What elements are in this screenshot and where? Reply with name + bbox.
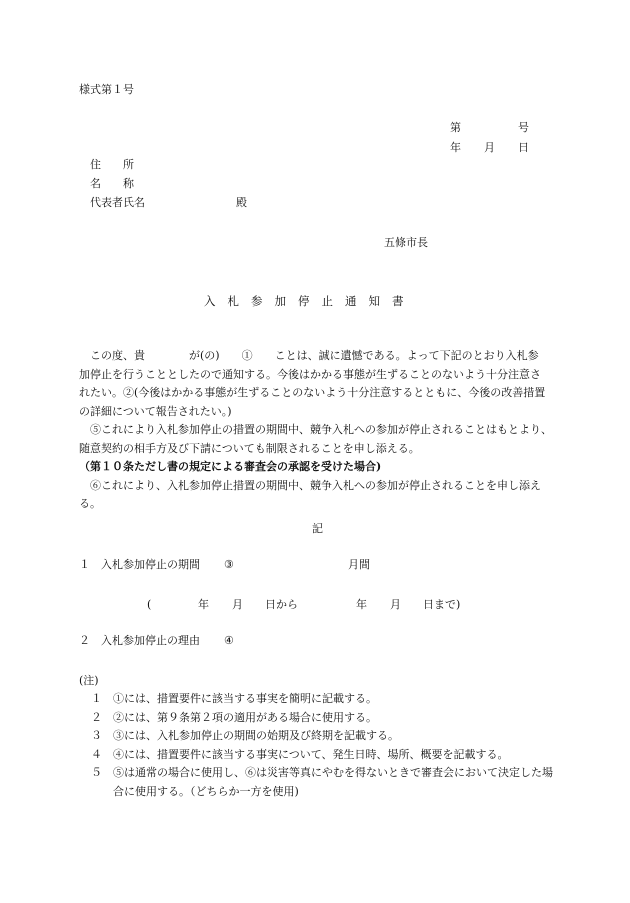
to-year: 年 — [356, 598, 367, 611]
item1-marker: ③ — [224, 558, 234, 571]
from-month: 月 — [232, 598, 243, 611]
notes-heading: (注) — [79, 674, 99, 687]
body-line: この度、貴 が(の) ① ことは、誠に遺憾である。よって下記のとおり入札参 — [90, 349, 539, 362]
note-item — [79, 727, 554, 746]
note-number: １ — [91, 692, 102, 705]
body-line: の詳細について報告されたい。) — [79, 404, 232, 418]
body-line: ⑥これにより、入札参加停止措置の期間中、競争入札への参加が停止されることを申し添え — [90, 478, 541, 492]
body-line: ⑤これにより入札参加停止の措置の期間中、競争入札への参加が停止されることはもとより、 — [90, 423, 552, 436]
note-number: ４ — [91, 747, 102, 761]
approval-heading: （第１０条ただし書の規定による審査会の承認を受けた場合) — [79, 460, 382, 473]
note-text: ⑤は通常の場合に使用し、⑥は災害等真にやむを得ないときで審査会において決定した場合に使用する。（どちらか一方を使用) — [113, 766, 553, 798]
body-line: れたい。②(今後はかかる事態が生ずることのないよう十分注意するとともに、今後の改善措置 — [79, 386, 546, 399]
date-year: 年 — [450, 141, 461, 154]
name-label: 名 称 — [90, 177, 134, 190]
to-day: 日まで) — [423, 598, 461, 611]
note-text: ④には、措置要件に該当する事実について、発生日時、場所、概要を記載する。 — [113, 747, 509, 761]
issuer: 五條市長 — [384, 236, 428, 249]
form-number: 様式第１号 — [79, 83, 134, 96]
body-line: る。 — [79, 497, 101, 510]
item1-unit: 月間 — [348, 558, 370, 571]
date-month: 月 — [484, 141, 495, 154]
to-month: 月 — [390, 598, 401, 611]
item1-label: １ 入札参加停止の期間 — [79, 558, 200, 571]
date-day: 日 — [518, 141, 529, 154]
note-text: ①には、措置要件に該当する事実を簡明に記載する。 — [113, 692, 377, 705]
doc-number-suffix: 号 — [518, 121, 529, 134]
honorific: 殿 — [236, 196, 247, 209]
from-day: 日から — [265, 598, 298, 611]
representative-label: 代表者氏名 — [90, 196, 145, 209]
body-line: 加停止を行うこととしたので通知する。今後はかかる事態が生ずることのないよう十分注意さ — [79, 367, 541, 381]
note-number: ５ — [91, 766, 102, 779]
note-item — [79, 690, 554, 709]
note-text: ②には、第９条第２項の適用がある場合に使用する。 — [113, 710, 377, 724]
note-number: ２ — [91, 710, 102, 724]
note-number: ３ — [91, 729, 102, 742]
ki-marker: 記 — [312, 522, 323, 535]
from-year: 年 — [198, 598, 209, 611]
document-title: 入札参加停止通知書 — [204, 294, 416, 308]
note-item — [79, 746, 554, 765]
item2-marker: ④ — [224, 634, 234, 647]
body-line: 随意契約の相手方及び下請についても制限されることを申し添える。 — [79, 441, 420, 455]
notes-list — [79, 690, 554, 801]
note-item — [79, 709, 554, 728]
body-paragraph-1 — [79, 347, 551, 514]
item2-label: ２ 入札参加停止の理由 — [79, 634, 200, 647]
note-item — [79, 764, 554, 801]
doc-number-prefix: 第 — [450, 121, 461, 134]
address-label: 住 所 — [90, 158, 134, 171]
period-open: ( — [147, 598, 152, 611]
note-text: ③には、入札参加停止の期間の始期及び終期を記載する。 — [113, 729, 399, 742]
